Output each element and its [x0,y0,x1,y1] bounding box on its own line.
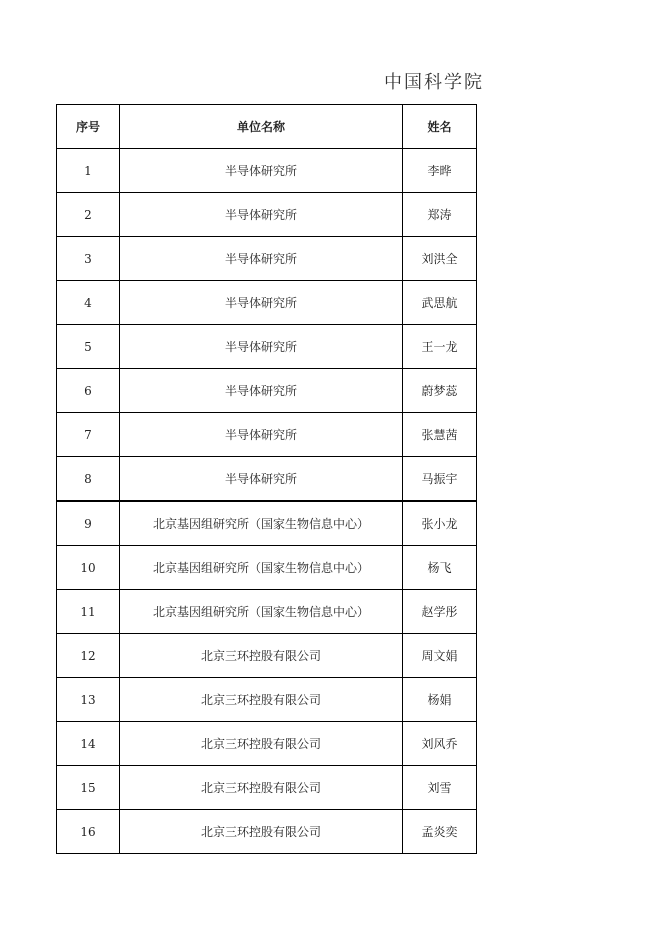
cell-name: 李晔 [403,149,477,193]
cell-index: 2 [57,193,120,237]
cell-unit: 北京三环控股有限公司 [120,678,403,722]
cell-name: 王一龙 [403,325,477,369]
cell-unit: 半导体研究所 [120,237,403,281]
cell-index: 10 [57,546,120,590]
table-row [57,325,477,369]
cell-name: 刘洪全 [403,237,477,281]
cell-index: 12 [57,634,120,678]
table-row [57,281,477,325]
table-row [57,590,477,634]
table-row [57,501,477,546]
header-unit: 单位名称 [120,105,403,149]
table-row [57,678,477,722]
cell-unit: 北京基因组研究所（国家生物信息中心） [120,590,403,634]
cell-name: 郑涛 [403,193,477,237]
cell-index: 11 [57,590,120,634]
cell-unit: 半导体研究所 [120,325,403,369]
cell-name: 张小龙 [403,501,477,546]
cell-index: 9 [57,501,120,546]
cell-name: 杨飞 [403,546,477,590]
table-row [57,546,477,590]
cell-name: 杨娟 [403,678,477,722]
cell-unit: 北京三环控股有限公司 [120,766,403,810]
table-row [57,457,477,502]
cell-unit: 半导体研究所 [120,413,403,457]
cell-name: 孟炎奕 [403,810,477,854]
cell-index: 16 [57,810,120,854]
cell-index: 8 [57,457,120,502]
cell-index: 7 [57,413,120,457]
roster-table [56,104,477,854]
table-row [57,369,477,413]
cell-unit: 半导体研究所 [120,457,403,502]
table-row [57,149,477,193]
table-row [57,634,477,678]
table-row [57,722,477,766]
cell-index: 15 [57,766,120,810]
cell-index: 14 [57,722,120,766]
cell-unit: 北京三环控股有限公司 [120,722,403,766]
cell-index: 1 [57,149,120,193]
cell-name: 张慧茜 [403,413,477,457]
cell-unit: 北京三环控股有限公司 [120,634,403,678]
cell-unit: 半导体研究所 [120,369,403,413]
table-row [57,766,477,810]
cell-index: 3 [57,237,120,281]
table-row [57,237,477,281]
header-name: 姓名 [403,105,477,149]
cell-name: 周文娟 [403,634,477,678]
cell-index: 6 [57,369,120,413]
cell-name: 刘风乔 [403,722,477,766]
cell-unit: 半导体研究所 [120,281,403,325]
table-row [57,413,477,457]
page-title: 中国科学院 [384,72,484,93]
cell-name: 刘雪 [403,766,477,810]
cell-unit: 半导体研究所 [120,149,403,193]
table-header-row [57,105,477,149]
cell-name: 赵学彤 [403,590,477,634]
cell-name: 蔚梦蕊 [403,369,477,413]
cell-unit: 北京三环控股有限公司 [120,810,403,854]
cell-name: 马振宇 [403,457,477,502]
cell-unit: 半导体研究所 [120,193,403,237]
cell-name: 武思航 [403,281,477,325]
cell-index: 5 [57,325,120,369]
cell-unit: 北京基因组研究所（国家生物信息中心） [120,501,403,546]
cell-unit: 北京基因组研究所（国家生物信息中心） [120,546,403,590]
cell-index: 13 [57,678,120,722]
header-index: 序号 [57,105,120,149]
table-row [57,193,477,237]
cell-index: 4 [57,281,120,325]
table-row [57,810,477,854]
